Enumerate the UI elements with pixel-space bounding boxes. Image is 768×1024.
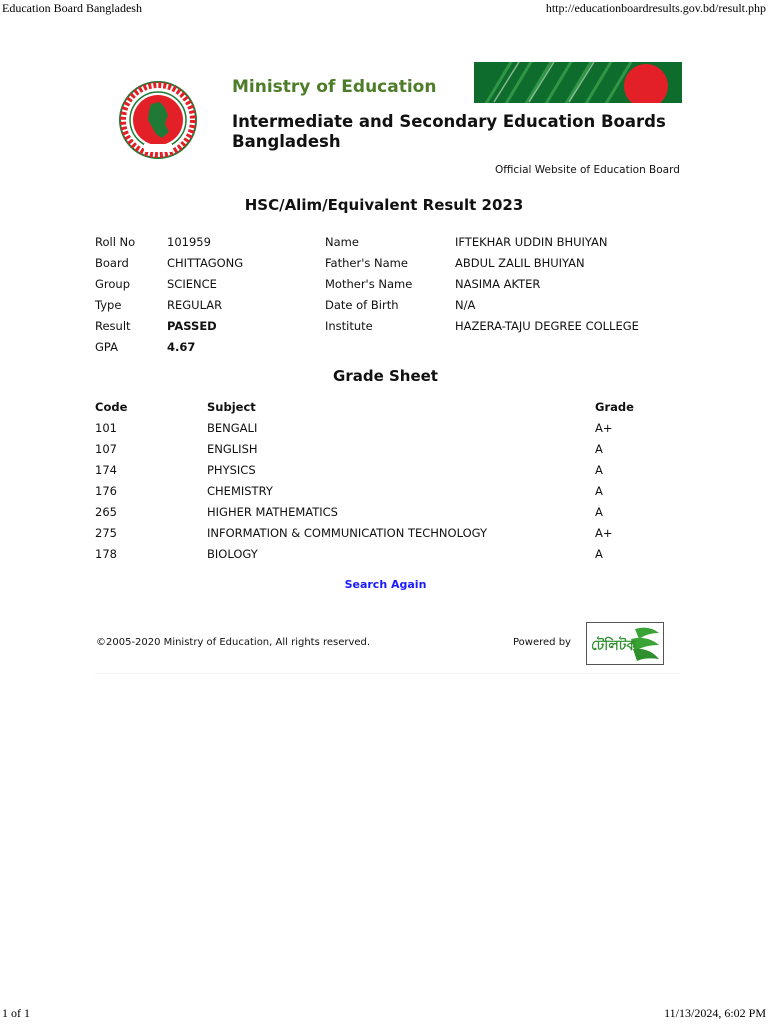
- subject-name: PHYSICS: [207, 463, 256, 477]
- page-number: 1 of 1: [2, 1006, 30, 1020]
- bangladesh-flag-banner: [474, 62, 682, 103]
- table-row: [95, 481, 685, 502]
- teletalk-logo-text: টেলিটক: [591, 638, 637, 654]
- subject-grade: A+: [595, 526, 613, 540]
- roll-value: 101959: [167, 235, 211, 249]
- grade-table-header: [95, 397, 685, 418]
- table-row: [95, 460, 685, 481]
- result-label: Result: [95, 319, 131, 333]
- info-row: [95, 253, 685, 274]
- table-row: [95, 502, 685, 523]
- gpa-label: GPA: [95, 340, 118, 354]
- group-value: SCIENCE: [167, 277, 217, 291]
- subject-grade: A: [595, 505, 603, 519]
- subject-name: ENGLISH: [207, 442, 258, 456]
- table-row: [95, 418, 685, 439]
- subject-name: BENGALI: [207, 421, 258, 435]
- copyright-text: ©2005-2020 Ministry of Education, All rights reserved.: [96, 637, 371, 648]
- table-row: [95, 544, 685, 565]
- footer-divider: [95, 673, 680, 674]
- subject-name: INFORMATION & COMMUNICATION TECHNOLOGY: [207, 526, 487, 540]
- info-row: [95, 295, 685, 316]
- table-row: [95, 439, 685, 460]
- subject-code: 107: [95, 442, 117, 456]
- government-seal-icon: [118, 80, 198, 160]
- grade-sheet-table: [95, 397, 685, 565]
- subject-grade: A: [595, 463, 603, 477]
- name-label: Name: [325, 235, 359, 249]
- grade-header: Grade: [595, 400, 634, 414]
- print-header-title: Education Board Bangladesh: [2, 1, 142, 15]
- subject-code: 178: [95, 547, 117, 561]
- print-header: [2, 1, 766, 17]
- roll-label: Roll No: [95, 235, 136, 249]
- type-value: REGULAR: [167, 298, 223, 312]
- dob-label: Date of Birth: [325, 298, 399, 312]
- father-label: Father's Name: [325, 256, 408, 270]
- code-header: Code: [95, 400, 128, 414]
- subject-grade: A: [595, 547, 603, 561]
- subject-code: 101: [95, 421, 117, 435]
- mother-label: Mother's Name: [325, 277, 413, 291]
- subject-grade: A: [595, 484, 603, 498]
- info-row: [95, 274, 685, 295]
- subject-name: CHEMISTRY: [207, 484, 273, 498]
- result-title: HSC/Alim/Equivalent Result 2023: [244, 196, 524, 214]
- subject-code: 176: [95, 484, 117, 498]
- board-title: Intermediate and Secondary Education Boards Bangladesh: [232, 112, 666, 151]
- gpa-value: 4.67: [167, 340, 196, 354]
- board-label: Board: [95, 256, 129, 270]
- type-label: Type: [95, 298, 122, 312]
- student-info-table: [95, 232, 685, 358]
- subject-grade: A: [595, 442, 603, 456]
- subject-code: 265: [95, 505, 117, 519]
- teletalk-logo-icon[interactable]: [586, 622, 664, 665]
- subject-code: 174: [95, 463, 117, 477]
- subject-header: Subject: [207, 400, 256, 414]
- board-value: CHITTAGONG: [167, 256, 244, 270]
- institute-label: Institute: [325, 319, 373, 333]
- ministry-title: Ministry of Education: [232, 77, 437, 97]
- official-website-label: Official Website of Education Board: [495, 164, 680, 176]
- grade-sheet-title: Grade Sheet: [333, 367, 438, 385]
- dob-value: N/A: [455, 298, 476, 312]
- father-value: ABDUL ZALIL BHUIYAN: [455, 256, 585, 270]
- search-again-link[interactable]: Search Again: [344, 578, 427, 591]
- table-row: [95, 523, 685, 544]
- name-value: IFTEKHAR UDDIN BHUIYAN: [455, 235, 608, 249]
- print-datetime: 11/13/2024, 6:02 PM: [664, 1006, 766, 1020]
- info-row: [95, 316, 685, 337]
- info-row: [95, 337, 685, 358]
- subject-name: BIOLOGY: [207, 547, 258, 561]
- institute-value: HAZERA-TAJU DEGREE COLLEGE: [455, 319, 639, 333]
- result-value: PASSED: [167, 319, 217, 333]
- subject-grade: A+: [595, 421, 613, 435]
- subject-name: HIGHER MATHEMATICS: [207, 505, 338, 519]
- group-label: Group: [95, 277, 131, 291]
- info-row: [95, 232, 685, 253]
- print-footer: [2, 1006, 766, 1022]
- subject-code: 275: [95, 526, 117, 540]
- powered-by-label: Powered by: [513, 637, 571, 648]
- mother-value: NASIMA AKTER: [455, 277, 541, 291]
- print-header-url[interactable]: http://educationboardresults.gov.bd/result.php: [545, 1, 766, 15]
